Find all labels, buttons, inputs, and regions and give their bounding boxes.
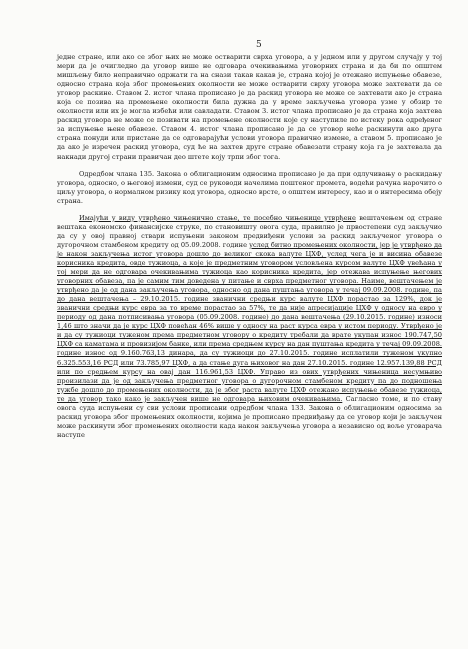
paragraph-p1 — [57, 53, 442, 162]
paragraph-segment: услед битно промењених околности, јер је утврђено да је након закључења истог уговора дошло до великог скока валуте ЦХФ, услед чега је и висина обавезе корисника кредита, овде тужиоца, а које је предметним уговором условљена курсом валуте ЦХФ увећана у тој мери да не одговара очекивањима тужиоца као корисника кредита, јер отежава испуњење његових уговорних обавеза, па је самим тим доведена у питање и сврха предметног уговора. Наиме, вештачењем је утврђено да је од дана закључења уговора, односно од дана пуштања уговора у течај 09.09.2008. године, па до дана вештачења – 29.10.2015. године званични средњи курс валуте ЦХФ порастао за 129%, док је званични средњи курс евра за то време порастао за 57%, те да није апресијације ЦХФ у односу на евро у периоду од дана потписивања уговора (05.09.2008. године) до дана вештачења (29.10.2015. године) износи 1,46 што значи да је курс ЦХФ повећан 46% више у односу на раст курса евра у истом периоду. Утврђено је и да су тужиоци туженом према предметном уговору о кредиту требали да врате укупан износ 190.747,50 ЦХФ са каматама и провизијом банке, или према средњем курсу на дан пуштања кредита у течај 09.09.2008. године износ од 9.160.763,13 динара, да су тужиоци до 27.10.2015. године исплатили туженом укупно 6.325.553,16 РСД или 73.785,97 ЦХФ, а да стање дуга њиховог на дан 27.10.2015. године 12.957.139,88 РСД или по средњем курсу на овај дан 116.961,53 ЦХФ. Управо из ових утврђених чињеница несумњиво произилази да је од закључења предметног уговора о дугорочном стамбеном кредиту па до подношења тужбе дошло до промењених околности, да је због раста валуте ЦХФ отежано испуњење обавезе тужиоца, те да уговор тако како је закључен више не одговара њиховим очекивањима. — [57, 240, 442, 403]
paragraph-segment: Сагласно томе, и по ставу овога суда испуњени су сви услови прописани одредбом члана 133. Закона о облигационим односима за раскид уговора због промењених околности, којима је прописано предвиђању да се уговор који је закључен може раскинути због промењених околности када након закључења уговора а независно од воље уговарача наступе — [57, 394, 442, 439]
paragraph-p3 — [57, 214, 442, 440]
paragraph-segment: вештачењем од стране вештака економско финансијске струке, по становишту овога суда, правилно је првостепени суд закључио да су у овој правној ствари испуњени законом предвиђени услови за раскид закљученог уговора о дугорочном стамбеном кредиту од 05.09.2008. године — [57, 213, 442, 249]
paragraph-p2 — [57, 170, 442, 206]
paragraph-segment: Имајући у виду утврђено чињенично стање, те посебно чињенице утврђене — [79, 213, 356, 222]
page-number: 5 — [256, 40, 262, 50]
document-body — [57, 53, 442, 448]
paragraph-segment: једне стране, или ако се због њих не може остварити сврха уговора, а у једном или у другом случају у тој мери да је очигледно да уговор више не одговара очекивањима уговорних страна и да би по општем мишљењу било неправично одржати га на снази такав какав је, страна којој је отежано испуњење обавезе, односно страна која због промењених околности не може остварити сврху уговора може захтевати да се уговор раскине. Ставом 2. истог члана прописано је да раскид уговора не може се захтевати ако је страна која се позива на промењене околности била дужна да у време закључења уговора узме у обзир те околности или их је могла избећи или савладати. Ставом 3. истог члана прописано је да страна која захтева раскид уговора не може се позивати на промењене околности које су наступиле по истеку рока одређеног за испуњење њене обавезе. Ставом 4. истог члана прописано је да се уговор неће раскинути ако друга страна понуди или пристане да се одговарајући услови уговора правично измене, а ставом 5. прописано је да ако је изречен раскид уговора, суд ће на захтев друге стране обавезати страну која га је захтевала да накнади другој страни правичан део штете коју трпи због тога. — [57, 53, 442, 161]
paragraph-segment: Одредбом члана 135. Закона о облигационим односима прописано је да при одлучивању о раскидању уговора, односно, о његовој измени, суд се руководи начелима поштеног промета, водећи рачуна нарочито о циљу уговора, о нормалном ризику код уговора, односно врсте, о општем интересу, као и о интересима обеју страна. — [57, 169, 442, 205]
